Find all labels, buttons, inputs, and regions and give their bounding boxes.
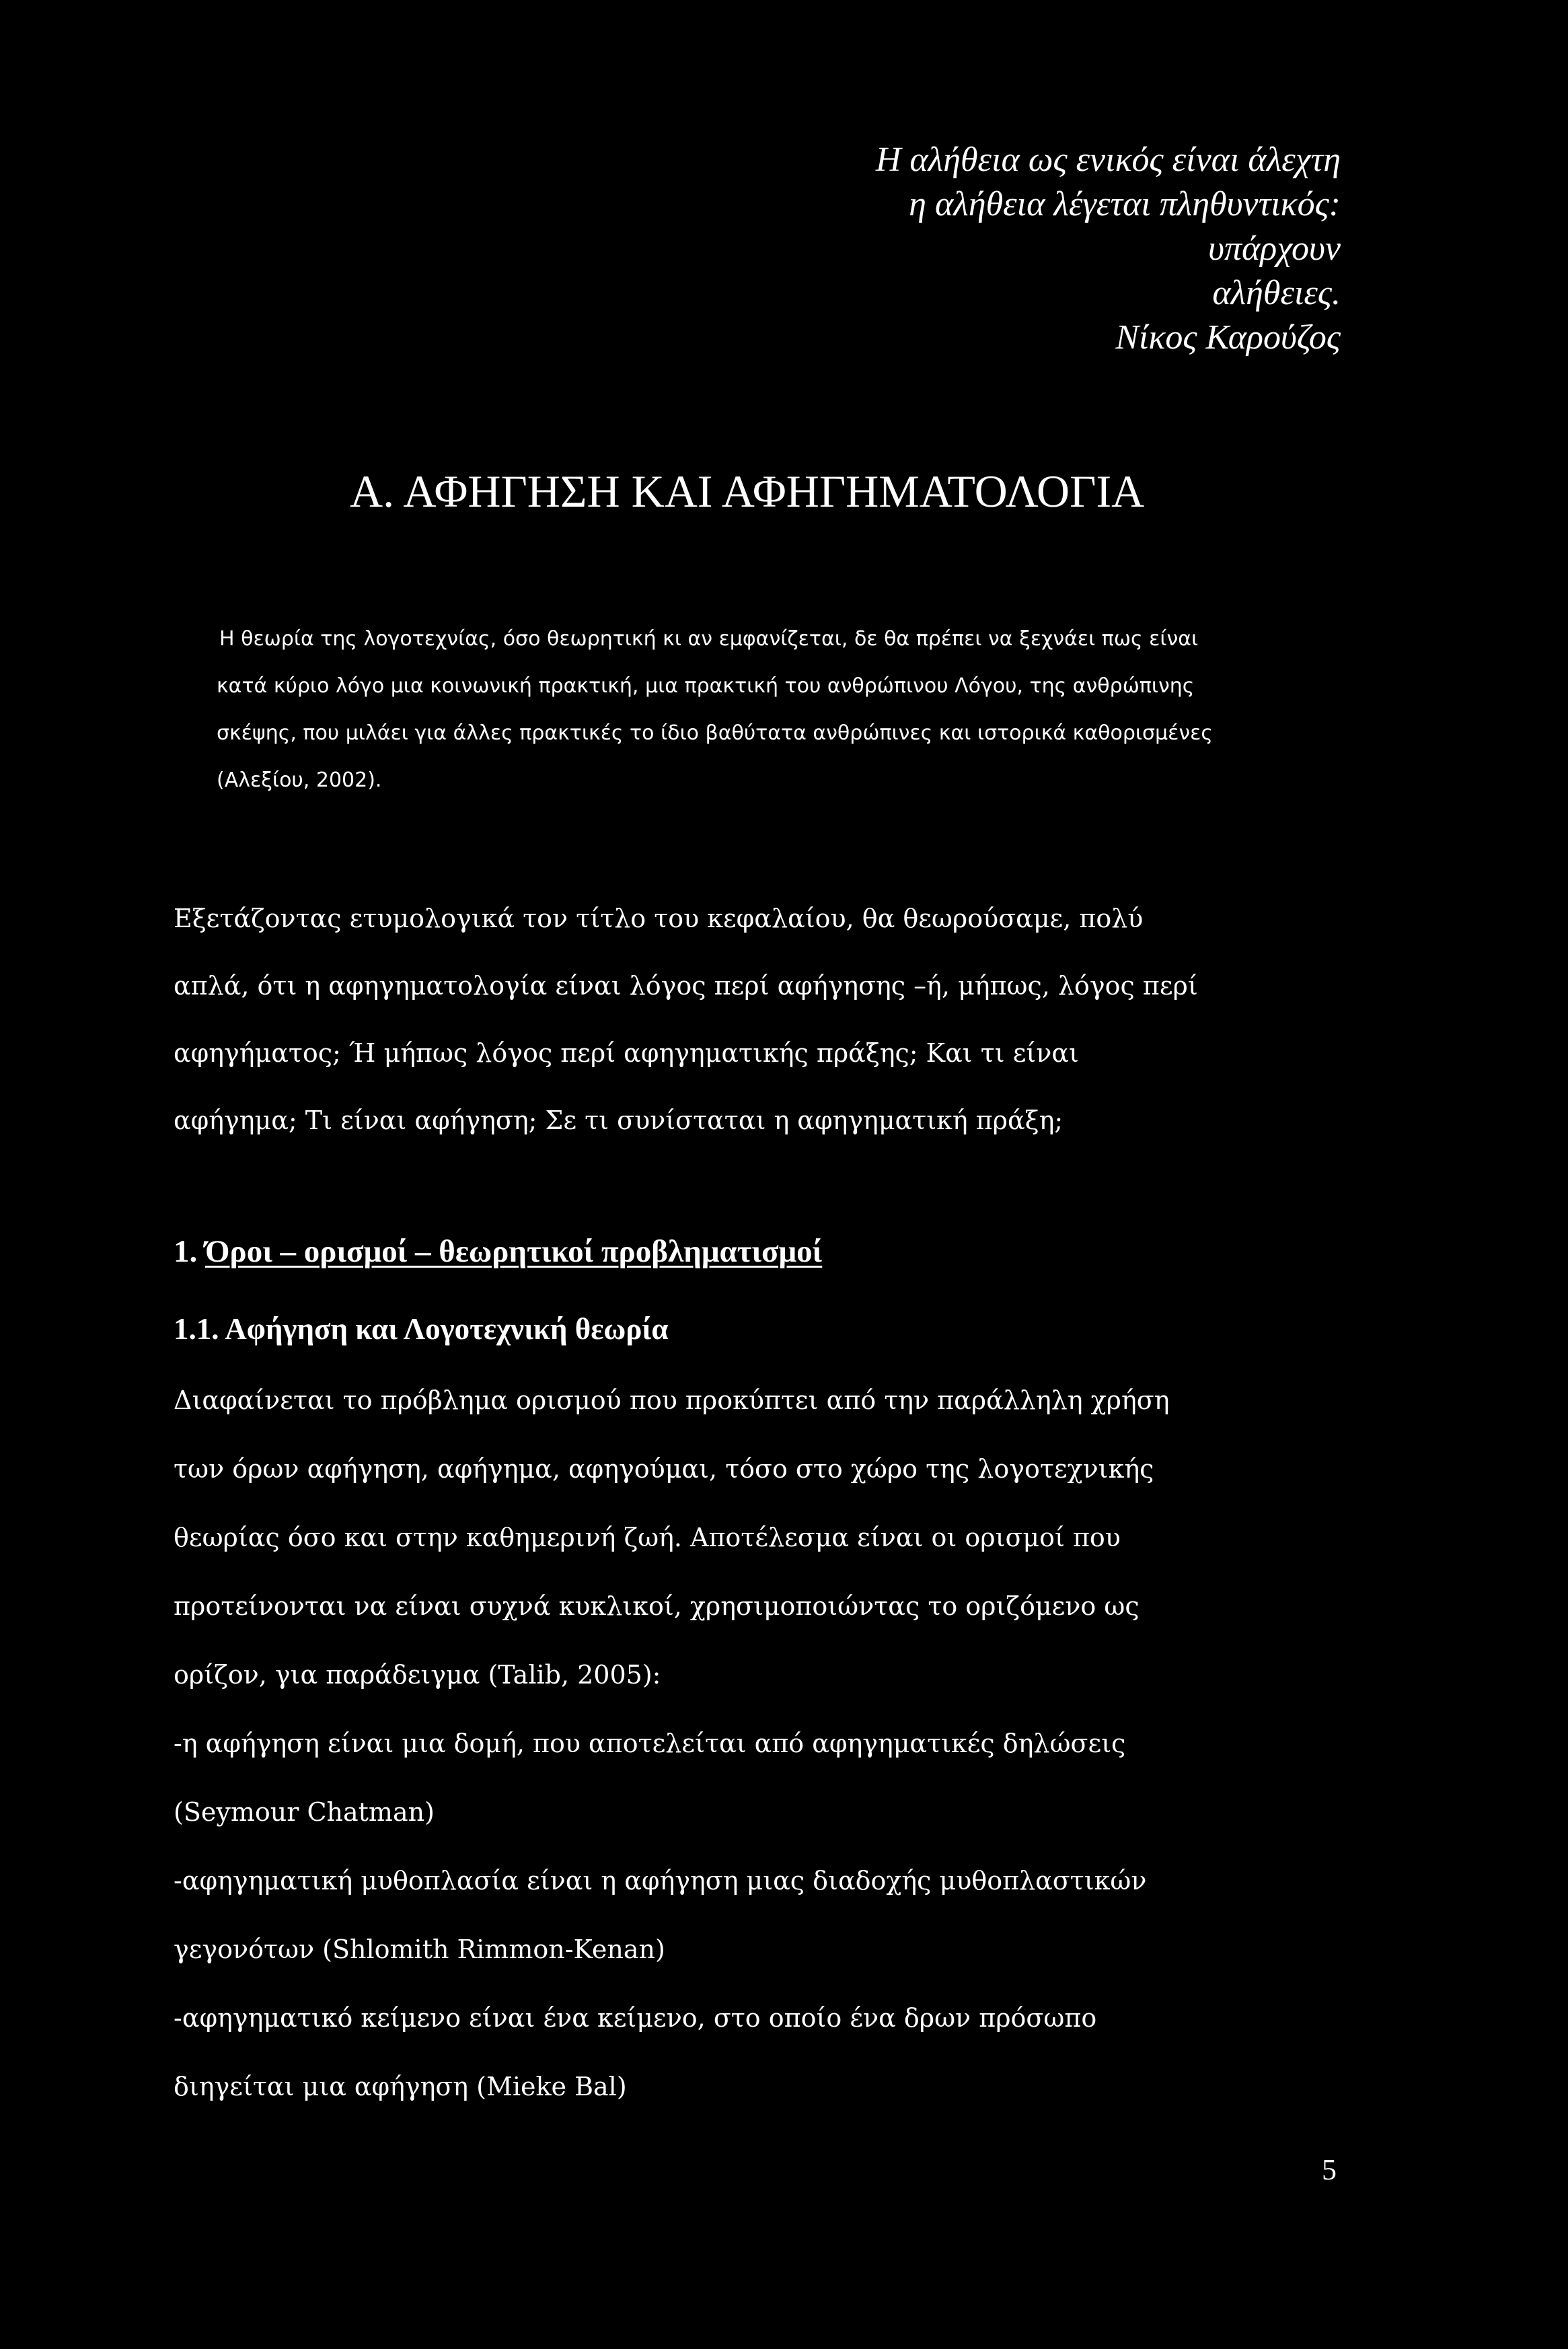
definitions-line: των όρων αφήγηση, αφήγημα, αφηγούμαι, τόσο στο χώρο της λογοτεχνικής [174,1454,1154,1484]
definitions-line: -αφηγηματική μυθοπλασία είναι η αφήγηση μιας διαδοχής μυθοπλαστικών [174,1866,1147,1895]
intro-line: Η θεωρία της λογοτεχνίας, όσο θεωρητική κι αν εμφανίζεται, δε θα πρέπει να ξεχνάει πως είναι [219,627,1199,651]
definitions-line: διηγείται μια αφήγηση (Mieke Bal) [174,2072,627,2101]
epigraph-line: η αλήθεια λέγεται πληθυντικός: [909,185,1341,223]
paragraph-line: απλά, ότι η αφηγηματολογία είναι λόγος περί αφήγησης –ή, μήπως, λόγος περί [174,971,1198,1001]
section-heading [174,1228,822,1275]
intro-paragraph [217,616,1320,804]
paragraph-line: Εξετάζοντας ετυμολογικά τον τίτλο του κεφαλαίου, θα θεωρούσαμε, πολύ [174,904,1144,933]
section-number: 1. [174,1234,198,1269]
definitions-line: θεωρίας όσο και στην καθημερινή ζωή. Αποτέλεσμα είναι οι ορισμοί που [174,1523,1121,1552]
intro-line: σκέψης, που μιλάει για άλλες πρακτικές το ίδιο βαθύτατα ανθρώπινες και ιστορικά καθορισμένες [217,721,1213,745]
definitions-line: προτείνονται να είναι συχνά κυκλικοί, χρησιμοποιώντας το οριζόμενο ως [174,1591,1140,1621]
chapter-title: Α. ΑΦΗΓΗΣΗ ΚΑΙ ΑΦΗΓΗΜΑΤΟΛΟΓΙΑ [350,466,1145,517]
subsection-heading: 1.1. Αφήγηση και Λογοτεχνική θεωρία [174,1312,669,1346]
epigraph [876,138,1341,360]
intro-line: (Αλεξίου, 2002). [217,768,382,792]
definitions-line: -η αφήγηση είναι μια δομή, που αποτελείται από αφηγηματικές δηλώσεις [174,1729,1126,1758]
definitions-line: ορίζον, για παράδειγμα (Talib, 2005): [174,1660,661,1690]
epigraph-line: Η αλήθεια ως ενικός είναι άλεχτη [875,141,1341,179]
definitions-line: γεγονότων (Shlomith Rimmon-Kenan) [174,1935,665,1964]
paragraph-line: αφήγημα; Τι είναι αφήγηση; Σε τι συνίσταται η αφηγηματική πράξη; [174,1106,1063,1135]
epigraph-author: Νίκος Καρούζος [1115,318,1341,357]
section-title: Όροι – ορισμοί – θεωρητικοί προβληματισμοί [205,1234,823,1269]
intro-line: κατά κύριο λόγο μια κοινωνική πρακτική, μια πρακτική του ανθρώπινου Λόγου, της ανθρώπινης [217,674,1195,698]
epigraph-line: αλήθειες. [1212,274,1341,312]
epigraph-line: υπάρχουν [1208,229,1341,268]
page-number: 5 [1322,2153,1337,2186]
definitions-line: -αφηγηματικό κείμενο είναι ένα κείμενο, στο οποίο ένα δρων πρόσωπο [174,2003,1097,2033]
definitions-line: Διαφαίνεται το πρόβλημα ορισμού που προκύπτει από την παράλληλη χρήση [174,1385,1170,1415]
definitions-line: (Seymour Chatman) [174,1797,435,1827]
body-paragraph [174,885,1198,1154]
paragraph-line: αφηγήματος; Ή μήπως λόγος περί αφηγηματικής πράξης; Και τι είναι [174,1038,1079,1068]
definitions-paragraph [174,1366,1170,2121]
